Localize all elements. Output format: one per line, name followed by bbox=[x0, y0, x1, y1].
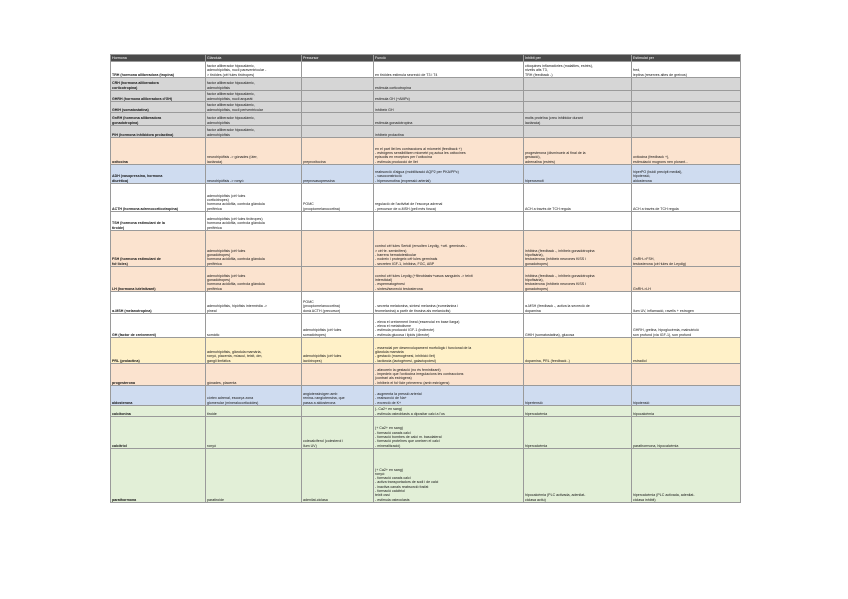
table-row bbox=[111, 417, 741, 449]
stimulated-by-cell[interactable]: GnRH->LH bbox=[632, 267, 741, 292]
stimulated-by-cell[interactable]: hipocalcèmia bbox=[632, 406, 741, 417]
table-row bbox=[111, 184, 741, 212]
precursor-cell[interactable]: preproxitocina bbox=[302, 138, 374, 165]
precursor-cell[interactable] bbox=[302, 102, 374, 113]
inhibited-by-cell[interactable]: hipocalcèmia (PLC activada, adenilat- ciclasa actiu) bbox=[524, 449, 632, 503]
function-cell[interactable]: - essencial per desenvolupament morfològic i funcional de la glàndula mamària - gestació (mamogènesi, inhibició llet) - lactància (lactogènesi, galactopoiesi) bbox=[374, 338, 524, 364]
gland-cell[interactable]: factor alliberador hipocalàmic, adenohipòfisis bbox=[206, 113, 302, 126]
table-row bbox=[111, 364, 741, 386]
table-row bbox=[111, 292, 741, 314]
table-body bbox=[111, 62, 741, 503]
function-cell[interactable]: control cèl·lules Leydig (+fibroblasts+vasos sanguinis -> teixit intersticial) - espermatogènesi - síntesi/secreció testosterona bbox=[374, 267, 524, 292]
hormone-name-cell[interactable]: GH (factor de creixement) bbox=[111, 314, 206, 338]
table-row bbox=[111, 267, 741, 292]
precursor-cell[interactable]: adenohipòfisis (cèl·lules somatòtropes) bbox=[302, 314, 374, 338]
precursor-cell[interactable]: angiotensinògen amb renina->angiotensina, que passa a aldosterona bbox=[302, 386, 374, 406]
header-row bbox=[111, 55, 741, 62]
function-cell[interactable] bbox=[374, 212, 524, 231]
function-cell[interactable]: estimula gonadotropina bbox=[374, 113, 524, 126]
table-row bbox=[111, 62, 741, 78]
stimulated-by-cell[interactable] bbox=[632, 126, 741, 138]
function-cell[interactable]: inhibeix prolactina bbox=[374, 126, 524, 138]
header-glandula[interactable]: Glàndula bbox=[206, 55, 302, 62]
precursor-cell[interactable] bbox=[302, 231, 374, 267]
hormone-name-cell[interactable]: ACTH (hormona adrenocorticotropina) bbox=[111, 184, 206, 212]
hormone-name-cell[interactable]: TRH (hormona alliberadora (tropina) bbox=[111, 62, 206, 78]
stimulated-by-cell[interactable]: hipotensió bbox=[632, 386, 741, 406]
hormone-name-cell[interactable]: LH (hormona luteïnitzant) bbox=[111, 267, 206, 292]
function-cell[interactable]: - secreta melatonina, síntesi melanina (eumelanina i feomelanina) a partir de tirosina als melanòcits) bbox=[374, 292, 524, 314]
table-row bbox=[111, 231, 741, 267]
function-cell[interactable]: control cèl·lules Sertoli (envolten Leydig, +cèl. germinals - > cèl·le. seminífers) - barrera hematotesticular - nodreix i protegeix cèl·lules germinals - secreten IGF-1, inhibina, FGC, ABP bbox=[374, 231, 524, 267]
function-cell[interactable]: en el part llei les contraccions al miometri (feedback +) - estrògens sensibilitzen miometri pq actua les oxitocines episodis en receptors per l'oxitocina - estimula producció de llet bbox=[374, 138, 524, 165]
function-cell[interactable]: - afavoreix la gestació (no és feminitzant) - impedeix que l'oxitocina irregulacions les contraccions (contrari als estrògens) - inhibeix el fol·licle primerenc (amb estrògens) bbox=[374, 364, 524, 386]
function-cell[interactable]: - eleva el creixement lineal (essencial en base llarga) - eleva el metabolisme - estimula producció IGF-1 (indirecte) - estimula glucosa i lípids (directe) bbox=[374, 314, 524, 338]
stimulated-by-cell[interactable] bbox=[632, 364, 741, 386]
precursor-cell[interactable] bbox=[302, 126, 374, 138]
stimulated-by-cell[interactable]: oxitocina (feedback +), estimulació mugrons nen plorant... bbox=[632, 138, 741, 165]
hormone-name-cell[interactable]: parathormona bbox=[111, 449, 206, 503]
gland-cell[interactable]: còrtex adrenal, escorça zona glomerular (mineralocorticoides) bbox=[206, 386, 302, 406]
function-cell[interactable]: estimula GH (+AMPc) bbox=[374, 91, 524, 102]
gland-cell[interactable]: factor alliberador hipocalàmic, adenohipòfisis, nucli arqueàt bbox=[206, 91, 302, 102]
stimulated-by-cell[interactable]: fred, leptina (reserves altes de greixos) bbox=[632, 62, 741, 78]
table-row bbox=[111, 138, 741, 165]
inhibited-by-cell[interactable]: hipercalcèmia bbox=[524, 417, 632, 449]
precursor-cell[interactable] bbox=[302, 78, 374, 91]
hormone-name-cell[interactable]: progesterona bbox=[111, 364, 206, 386]
stimulated-by-cell[interactable]: parathormona, hipocalcèmia bbox=[632, 417, 741, 449]
gland-cell[interactable]: factor alliberador hipocalàmic, adenohipòfisis bbox=[206, 126, 302, 138]
inhibited-by-cell[interactable]: α-MSH (feedback -, activa la secreció de dopamina bbox=[524, 292, 632, 314]
hormone-name-cell[interactable]: calcitonina bbox=[111, 406, 206, 417]
gland-cell[interactable]: adenohipòfisis (cèl·lules corticòtropes) hormona acidòfila, controla glàndula perifèrica bbox=[206, 184, 302, 212]
gland-cell[interactable]: factor alliberador hipocalàmic, adenohipòfisis bbox=[206, 78, 302, 91]
hormone-name-cell[interactable]: GHIH (somatostatina) bbox=[111, 102, 206, 113]
precursor-cell[interactable] bbox=[302, 267, 374, 292]
gland-cell[interactable]: tiroide bbox=[206, 406, 302, 417]
hormone-name-cell[interactable]: ADH (vasopressina, hormona diurètica) bbox=[111, 165, 206, 184]
gland-cell[interactable]: neurohipòfisis -> ronyó bbox=[206, 165, 302, 184]
function-cell[interactable]: reabsorció d'aigua (mobilització AQP2 per PKA/PPc) - vasoconstricció - hiperosmotina (expressió arterial) bbox=[374, 165, 524, 184]
gland-cell[interactable]: ronyó bbox=[206, 417, 302, 449]
inhibited-by-cell[interactable] bbox=[524, 91, 632, 102]
stimulated-by-cell[interactable]: estradiol bbox=[632, 338, 741, 364]
table-row bbox=[111, 165, 741, 184]
function-cell[interactable]: (+ Ca2+ en sang) ronyó: - formació canals calci - activa transportadors de sodi i de calci - inactiva canals reabsorció fosfat - formació calcitriol teixit ossi - estimula osteoclasts bbox=[374, 449, 524, 503]
gland-cell[interactable]: somàtic bbox=[206, 314, 302, 338]
function-cell[interactable]: inhibeix GH bbox=[374, 102, 524, 113]
precursor-cell[interactable] bbox=[302, 91, 374, 102]
gland-cell[interactable]: gònades, placenta bbox=[206, 364, 302, 386]
inhibited-by-cell[interactable]: molts proteïna (creu inhibidor durant lactància) bbox=[524, 113, 632, 126]
table-row bbox=[111, 314, 741, 338]
function-cell[interactable]: estimula corticotropina bbox=[374, 78, 524, 91]
precursor-cell[interactable] bbox=[302, 364, 374, 386]
hormone-name-cell[interactable]: GnRH (hormona alliberadora gonadotropina) bbox=[111, 113, 206, 126]
precursor-cell[interactable]: preprovasopressina bbox=[302, 165, 374, 184]
gland-cell[interactable]: adenohipòfisis (cèl·lules tiròtropes) hormona acidòfila, controla glàndula perifèrica bbox=[206, 212, 302, 231]
inhibited-by-cell[interactable]: hipertensió bbox=[524, 386, 632, 406]
gland-cell[interactable]: adenohipòfisis (cèl·lules gonadòtropes) hormona acidòfila, controla glàndula perifèrica bbox=[206, 267, 302, 292]
hormone-name-cell[interactable]: GHRH (hormona alliberadora d'GH) bbox=[111, 91, 206, 102]
hormone-name-cell[interactable]: aldosterona bbox=[111, 386, 206, 406]
gland-cell[interactable]: factor alliberador hipocalàmic, adenohipòfisis, nucli paraventricular - > tiròides (cèl·lules tiròtropes) bbox=[206, 62, 302, 78]
inhibited-by-cell[interactable]: hipercalcèmia bbox=[524, 406, 632, 417]
gland-cell[interactable]: adenohipòfisis (cèl·lules gonadòtropes) hormona acidòfila, controla glàndula perifèrica bbox=[206, 231, 302, 267]
precursor-cell[interactable] bbox=[302, 212, 374, 231]
precursor-cell[interactable] bbox=[302, 62, 374, 78]
table-row bbox=[111, 338, 741, 364]
header-estimulat-per[interactable]: Estimulat per bbox=[632, 55, 741, 62]
hormone-name-cell[interactable]: oxitocina bbox=[111, 138, 206, 165]
inhibited-by-cell[interactable]: citoquines inflamatòries (malalties, estrès), nivells alts T3, TRH (feedback -) bbox=[524, 62, 632, 78]
hormone-table bbox=[110, 54, 741, 503]
function-cell[interactable]: (- Ca2+ en sang) - estimula osteoblasts a dipositar calci a l'os bbox=[374, 406, 524, 417]
precursor-cell[interactable]: colecalciferol (colesterol i llum UV) bbox=[302, 417, 374, 449]
header-precursor[interactable]: Precursor bbox=[302, 55, 374, 62]
inhibited-by-cell[interactable]: inhibina (feedback -, inhibeix gonadotropina hipofisària), testosterona (inhibeix neurones KiSS i gonadotropes) bbox=[524, 231, 632, 267]
stimulated-by-cell[interactable] bbox=[632, 113, 741, 126]
inhibited-by-cell[interactable]: GHIH (somatostatina), glucosa bbox=[524, 314, 632, 338]
header-funcio[interactable]: Funció bbox=[374, 55, 524, 62]
gland-cell[interactable]: neurohipòfisis -> gònades (úter, lactància) bbox=[206, 138, 302, 165]
hormone-name-cell[interactable]: PIH (hormona inhibidora prolactina) bbox=[111, 126, 206, 138]
table-row bbox=[111, 449, 741, 503]
precursor-cell[interactable] bbox=[302, 406, 374, 417]
precursor-cell[interactable]: adenilat-ciclasa bbox=[302, 449, 374, 503]
stimulated-by-cell[interactable] bbox=[632, 212, 741, 231]
function-cell[interactable]: (+ Ca2+ en sang) - formació canals calci - formació bombes de calci m. basolateral - formació proteïnes que uneixen el calci - mineralització) bbox=[374, 417, 524, 449]
header-inhibit-per[interactable]: Inhibit per bbox=[524, 55, 632, 62]
precursor-cell[interactable]: POMC (proopiomelanocortina) donà ACTH (precursor) bbox=[302, 292, 374, 314]
stimulated-by-cell[interactable]: hiperPO (buidi precipit medial), hipotensió, aldosterona bbox=[632, 165, 741, 184]
inhibited-by-cell[interactable]: inhibina (feedback -, inhibeix gonadotropina hipofisària), testosterona (inhibeix neurones KiSS i gonadotropes) bbox=[524, 267, 632, 292]
inhibited-by-cell[interactable] bbox=[524, 102, 632, 113]
table-row bbox=[111, 102, 741, 113]
gland-cell[interactable]: adenohipòfisis, glàndula mamària, ronyó, placenta, múscul, teixit, dm, gangli limfàtics bbox=[206, 338, 302, 364]
hormone-name-cell[interactable]: PRL (prolactina) bbox=[111, 338, 206, 364]
inhibited-by-cell[interactable] bbox=[524, 126, 632, 138]
stimulated-by-cell[interactable] bbox=[632, 91, 741, 102]
hormone-name-cell[interactable]: TSH (hormona estimulant de la tiroide) bbox=[111, 212, 206, 231]
precursor-cell[interactable] bbox=[302, 113, 374, 126]
precursor-cell[interactable]: POMC (proopiomelanocortina) bbox=[302, 184, 374, 212]
stimulated-by-cell[interactable]: hipercalcèmia (PLC activada, adenilat- ciclasa inhibit) bbox=[632, 449, 741, 503]
stimulated-by-cell[interactable] bbox=[632, 78, 741, 91]
inhibited-by-cell[interactable]: dopamina, PRL (feedback -) bbox=[524, 338, 632, 364]
gland-cell[interactable]: paratiroide bbox=[206, 449, 302, 503]
hormone-name-cell[interactable]: α-MSH (melanotropina) bbox=[111, 292, 206, 314]
table-row bbox=[111, 386, 741, 406]
precursor-cell[interactable]: adenohipòfisis (cèl·lules lactòtropes) bbox=[302, 338, 374, 364]
table-row bbox=[111, 406, 741, 417]
gland-cell[interactable]: adenohipòfisis, hipòfisis intermèdia -> pineal bbox=[206, 292, 302, 314]
function-cell[interactable]: - augmenta la pressió arterial - reabsorció de Na+ - excreció de K+ bbox=[374, 386, 524, 406]
inhibited-by-cell[interactable]: hiperosmolt bbox=[524, 165, 632, 184]
inhibited-by-cell[interactable] bbox=[524, 364, 632, 386]
hormone-name-cell[interactable]: calcitriol bbox=[111, 417, 206, 449]
stimulated-by-cell[interactable]: ACH a través de TCH regula bbox=[632, 184, 741, 212]
table-header bbox=[111, 55, 741, 62]
inhibited-by-cell[interactable]: ACH a través de TCH regula bbox=[524, 184, 632, 212]
hormone-name-cell[interactable]: CRH (hormona alliberadora corticotropina) bbox=[111, 78, 206, 91]
function-cell[interactable]: en tiròides estimula secreció de T3 i T4 bbox=[374, 62, 524, 78]
table-row bbox=[111, 91, 741, 102]
inhibited-by-cell[interactable]: progesterona (disminueix al final de la gestació), adrenalina (estrès) bbox=[524, 138, 632, 165]
function-cell[interactable]: regulació de l'activitat de l'escorça adrenal - precursor de α-MSH (pell més fosca) bbox=[374, 184, 524, 212]
table-row bbox=[111, 113, 741, 126]
inhibited-by-cell[interactable] bbox=[524, 78, 632, 91]
stimulated-by-cell[interactable] bbox=[632, 102, 741, 113]
table-row bbox=[111, 126, 741, 138]
hormone-name-cell[interactable]: FSH (hormona estimulant de fol·licles) bbox=[111, 231, 206, 267]
header-hormona[interactable]: Hormona bbox=[111, 55, 206, 62]
table-row bbox=[111, 78, 741, 91]
stimulated-by-cell[interactable]: GHRH, grelina, hipoglucèmia, malnutrició son profund (via IGF-1), son profund bbox=[632, 314, 741, 338]
gland-cell[interactable]: factor alliberador hipocalàmic, adenohipòfisis, nucli periventricular bbox=[206, 102, 302, 113]
table-row bbox=[111, 212, 741, 231]
stimulated-by-cell[interactable]: llum UV, inflamació, ravells + estrogen bbox=[632, 292, 741, 314]
inhibited-by-cell[interactable] bbox=[524, 212, 632, 231]
stimulated-by-cell[interactable]: GnRH->FSH, testosterona (cèl·lules de Leydig) bbox=[632, 231, 741, 267]
